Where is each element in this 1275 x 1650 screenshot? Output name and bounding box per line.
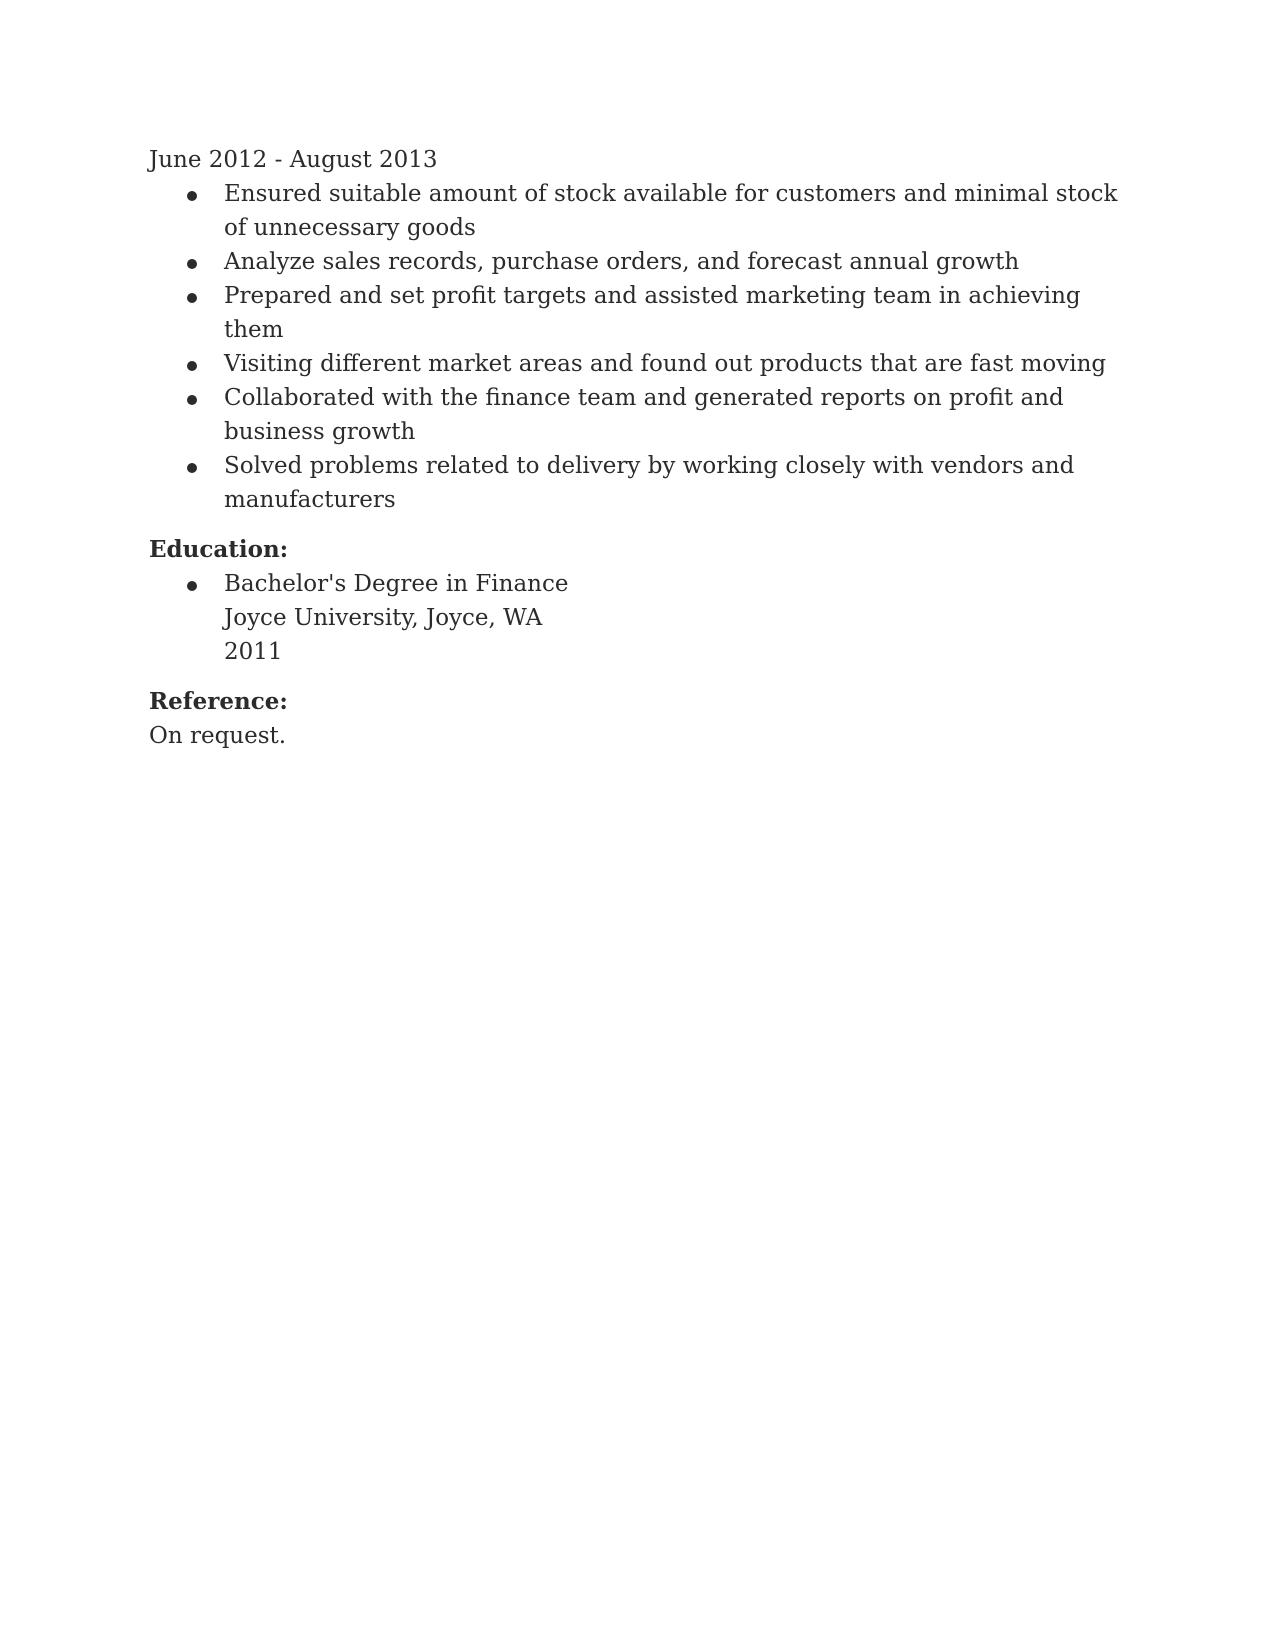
experience-bullet-text: Visiting different market areas and found out products that are fast moving (224, 351, 1107, 377)
reference-text: On request. (149, 723, 287, 749)
resume-page (149, 143, 1129, 753)
experience-bullet (149, 177, 1129, 245)
bullet-icon (187, 293, 197, 303)
experience-bullet-text: Ensured suitable amount of stock available for customers and minimal stock of unnecessary goods (224, 181, 1118, 241)
experience-date-range: June 2012 - August 2013 (149, 147, 438, 173)
experience-bullet (149, 279, 1129, 347)
experience-bullet-list (149, 177, 1129, 517)
experience-bullet (149, 245, 1129, 279)
experience-bullet (149, 347, 1129, 381)
bullet-icon (187, 191, 197, 201)
experience-bullet-text: Solved problems related to delivery by working closely with vendors and manufacturers (224, 453, 1075, 513)
experience-bullet-text: Collaborated with the finance team and generated reports on profit and business growth (224, 385, 1064, 445)
experience-bullet (149, 449, 1129, 517)
bullet-icon (187, 395, 197, 405)
experience-bullet (149, 381, 1129, 449)
bullet-icon (187, 581, 197, 591)
education-heading: Education: (149, 536, 289, 563)
education-item (149, 567, 1129, 669)
experience-bullet-text: Analyze sales records, purchase orders, and forecast annual growth (224, 249, 1020, 275)
bullet-icon (187, 463, 197, 473)
education-degree: Bachelor's Degree in Finance (224, 571, 569, 597)
education-school: Joyce University, Joyce, WA (224, 605, 543, 631)
reference-heading: Reference: (149, 688, 288, 715)
education-list (149, 567, 1129, 669)
bullet-icon (187, 361, 197, 371)
bullet-icon (187, 259, 197, 269)
education-year: 2011 (224, 639, 283, 665)
experience-bullet-text: Prepared and set profit targets and assisted marketing team in achieving them (224, 283, 1081, 343)
